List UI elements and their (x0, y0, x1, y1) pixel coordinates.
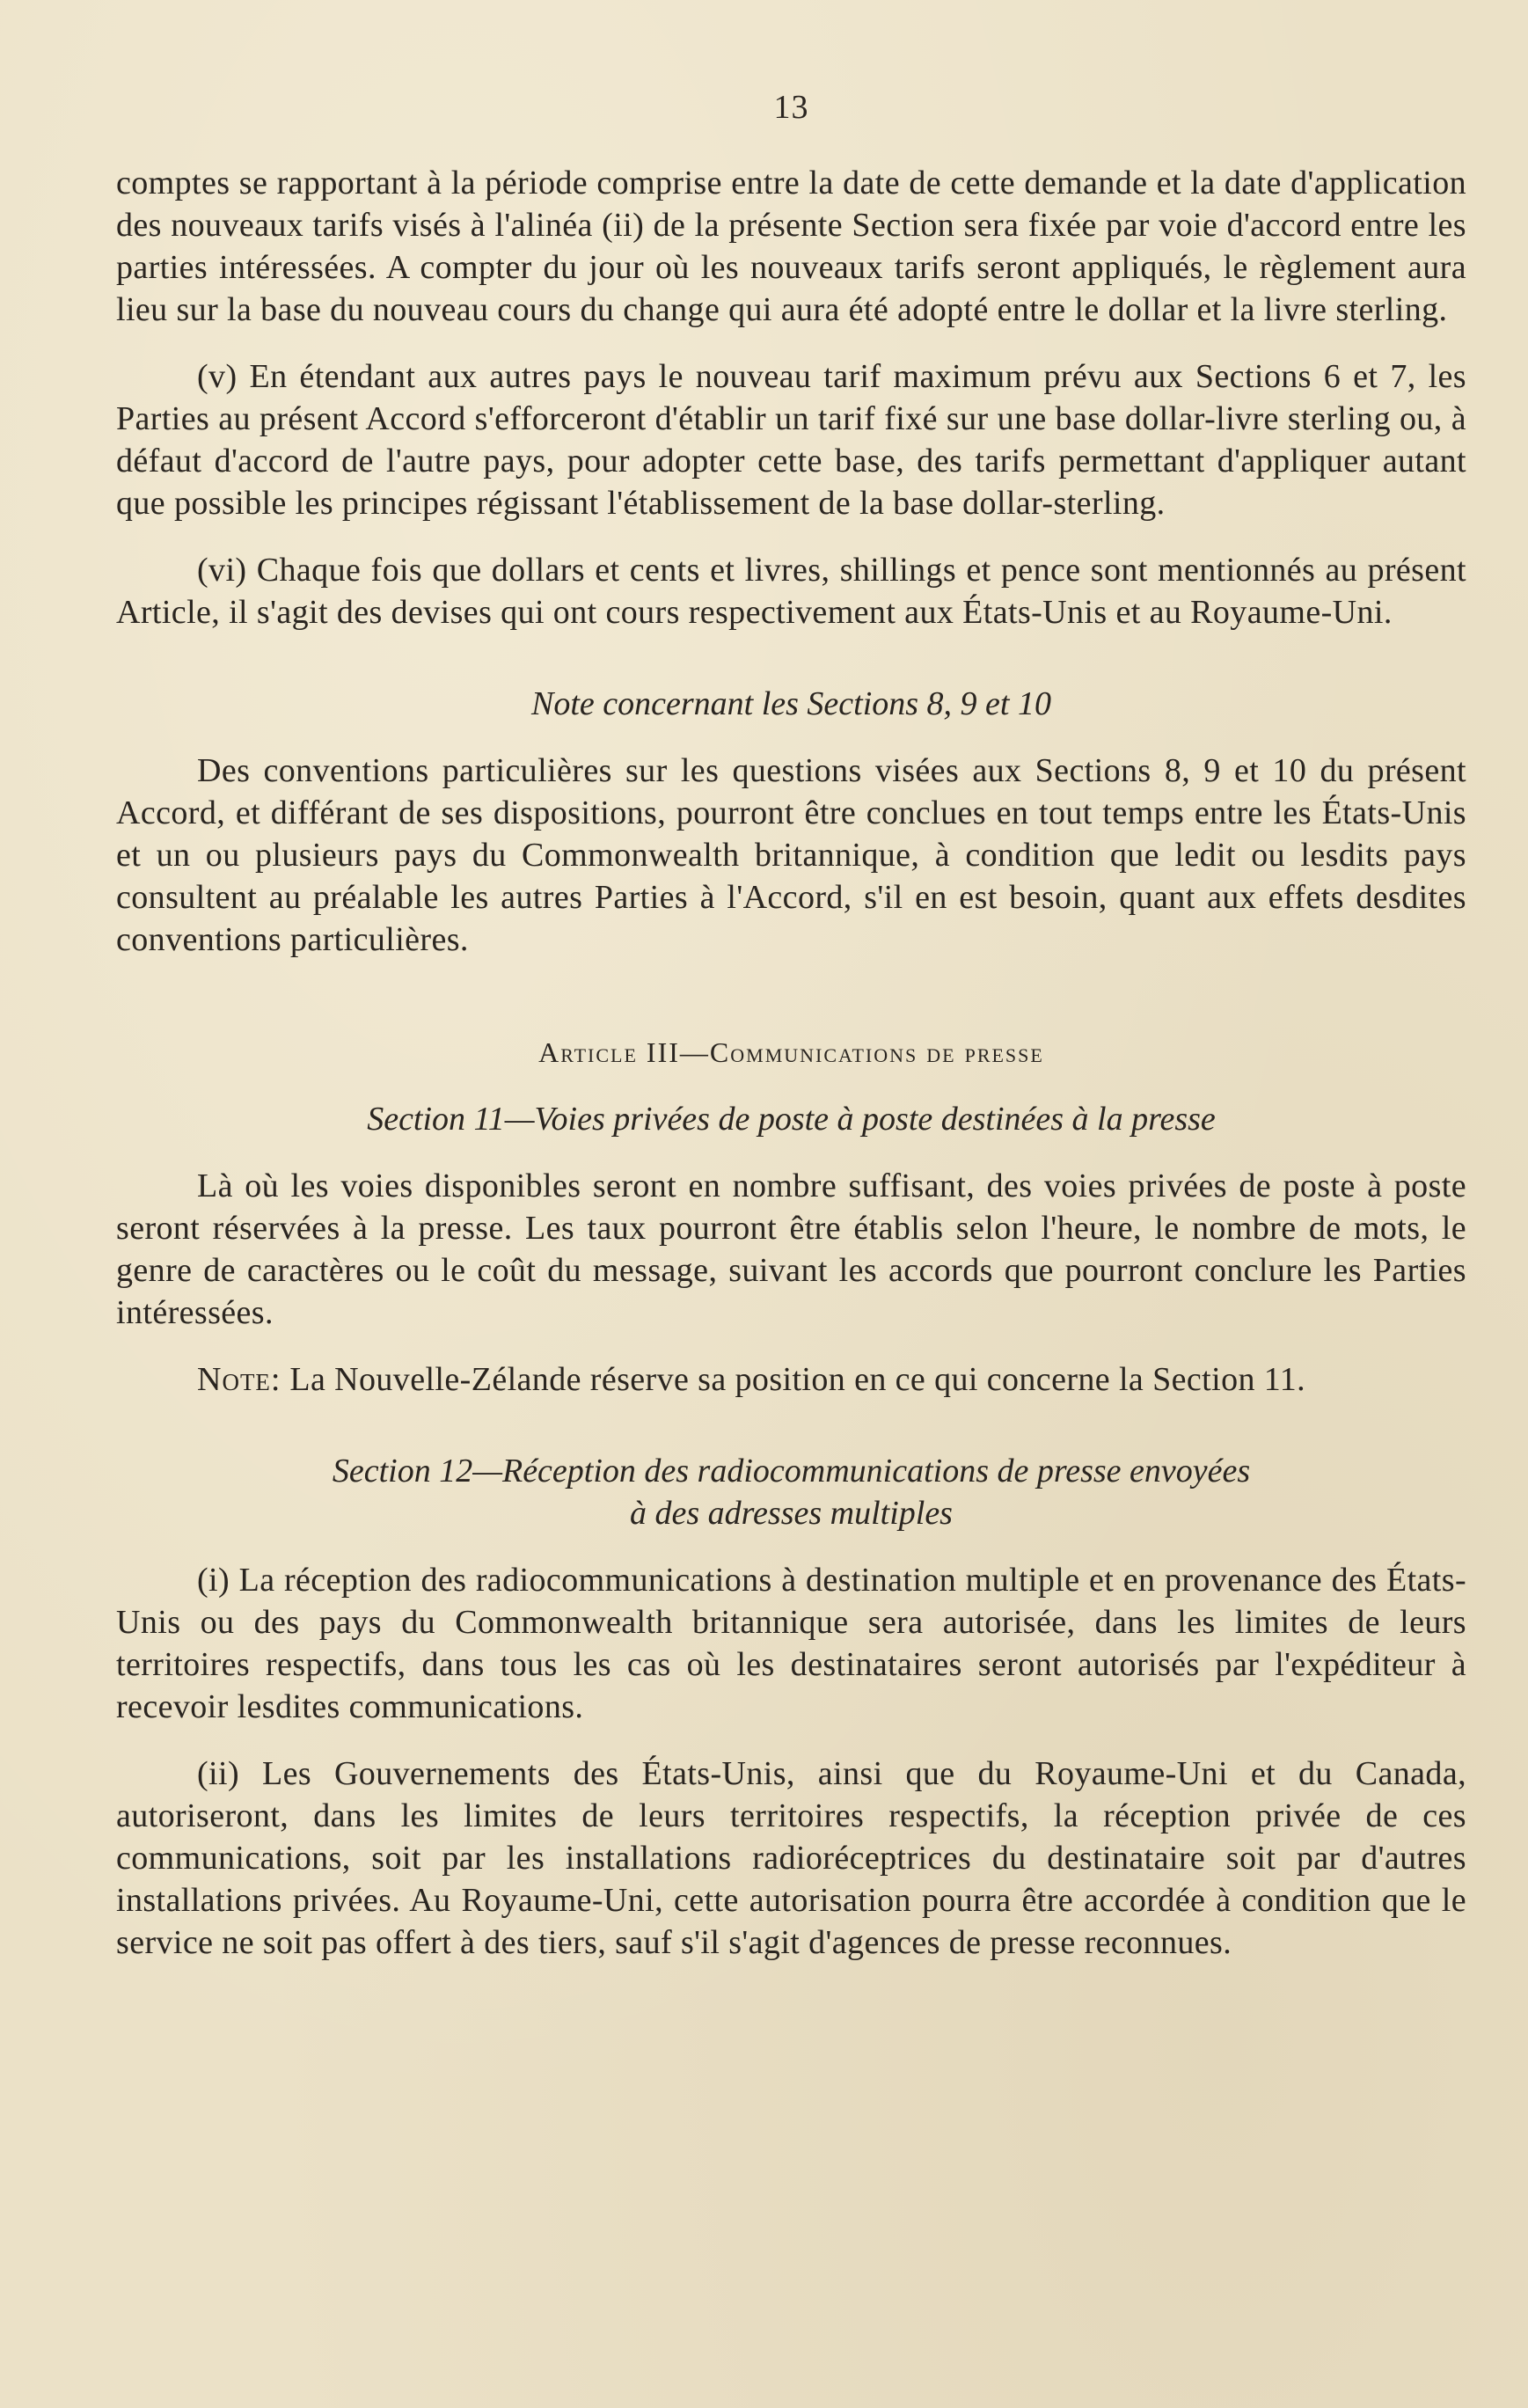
section-12-heading (116, 1450, 1466, 1534)
spacer (116, 331, 1466, 355)
nz-note-label: Note: (197, 1361, 281, 1398)
note-heading: Note concernant les Sections 8, 9 et 10 (531, 685, 1051, 722)
spacer (116, 1534, 1466, 1559)
spacer (116, 1401, 1466, 1450)
section-12-heading-line-2: à des adresses multiples (630, 1495, 953, 1532)
spacer (116, 633, 1466, 683)
paragraph-note: Des conventions particulières sur les questions visées aux Sections 8, 9 et 10 du présent Accord, et différant de ses dispositions, pourront être conclues en tout temps entre les États-Unis et un ou plusieurs pays du Commonwealth britannique, à condition que ledit ou lesdits pays consultent au préalable les autres Parties à l'Accord, s'il en est besoin, quant aux effets desdites conventions particulières. (116, 752, 1466, 958)
spacer (116, 1728, 1466, 1753)
paragraph-v: (v) En étendant aux autres pays le nouveau tarif maximum prévu aux Sections 6 et 7, les Parties au présent Accord s'efforceront d'établir un tarif fixé sur une base dollar-livre sterling ou, à défaut d'accord de l'autre pays, pour adopter cette base, des tarifs permettant d'appliquer autant que possible les principes régissant l'établissement de la base dollar-sterling. (116, 358, 1466, 522)
nz-note-text: La Nouvelle-Zélande réserve sa position en ce qui concerne la Section 11. (281, 1361, 1306, 1398)
paragraph-section-11: Là où les voies disponibles seront en nombre suffisant, des voies privées de poste à poste seront réservées à la presse. Les taux pourront être établis selon l'heure, le nombre de mots, le genre de caractères ou le coût du message, suivant les accords que pourront conclure les Parties intéressées. (116, 1167, 1466, 1331)
article-heading: Article III—Communications de presse (538, 1036, 1044, 1068)
spacer (116, 725, 1466, 750)
paragraph-section-12-ii: (ii) Les Gouvernements des États-Unis, ainsi que du Royaume-Uni et du Canada, autoriseront, dans les limites de leurs territoires respectifs, la réception privée de ces communications, soit par les installations radioréceptrices du destinataire soit par d'autres installations privées. Au Royaume-Uni, cette autorisation pourra être accordée à condition que le service ne soit pas offert à des tiers, sauf s'il s'agit d'agences de presse reconnues. (116, 1755, 1466, 1961)
spacer (116, 961, 1466, 1031)
section-12-heading-line-1: Section 12—Réception des radiocommunications de presse envoyées (332, 1453, 1251, 1489)
section-11-heading: Section 11—Voies privées de poste à poste destinées à la presse (367, 1101, 1216, 1138)
paragraph-continuation: comptes se rapportant à la période comprise entre la date de cette demande et la date d'application des nouveaux tarifs visés à l'alinéa (ii) de la présente Section sera fixée par voie d'accord entre les parties intéressées. A compter du jour où les nouveaux tarifs seront appliqués, le règlement aura lieu sur la base du nouveau cours du change qui aura été adopté entre le dollar et la livre sterling. (116, 165, 1466, 328)
paragraph-section-12-i: (i) La réception des radiocommunications à destination multiple et en provenance des États-Unis ou des pays du Commonwealth britannique sera autorisée, dans les limites de leurs territoires respectifs, dans tous les cas où les destinataires seront autorisés par l'expéditeur à recevoir lesdites communications. (116, 1562, 1466, 1725)
spacer (116, 1140, 1466, 1165)
spacer (116, 1073, 1466, 1098)
page-content (116, 88, 1466, 1964)
paragraph-nz-note (116, 1358, 1466, 1401)
paragraph-vi: (vi) Chaque fois que dollars et cents et livres, shillings et pence sont mentionnés au présent Article, il s'agit des devises qui ont cours respectivement aux États-Unis et au Royaume-Uni. (116, 552, 1466, 631)
spacer (116, 524, 1466, 549)
page-number: 13 (773, 89, 809, 126)
spacer (116, 1334, 1466, 1358)
